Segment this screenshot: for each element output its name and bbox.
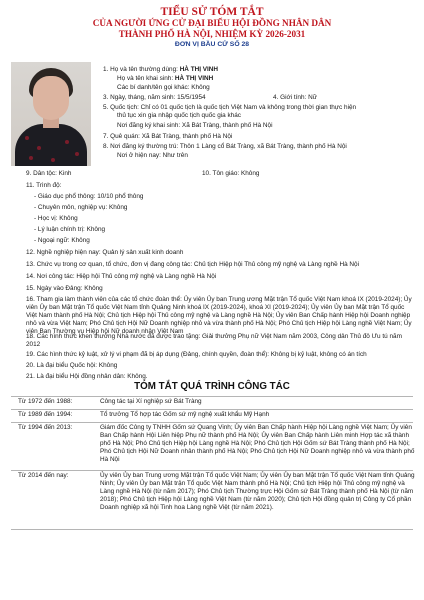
occupation-field: 12. Nghề nghiệp hiện nay: Quản lý sản xuất kinh doanh xyxy=(26,249,184,256)
awards-field: 18. Các hình thức khen thưởng Nhà nước đã được trao tặng: Giải thưởng Phụ nữ Việt Nam năm 2003, Công dân Thủ đô Ưu tú năm 2012 xyxy=(26,333,402,348)
birth-date-field: 3. Ngày, tháng, năm sinh: 15/5/1954 xyxy=(103,94,206,101)
ethnicity-field: 9. Dân tộc: Kinh xyxy=(26,170,72,177)
document-title: TIỂU SỬ TÓM TẮT xyxy=(160,6,264,18)
birth-registration-field: Nơi đăng ký khai sinh: Xã Bát Tràng, thành phố Hà Nội xyxy=(117,122,273,129)
education-profession: - Chuyên môn, nghiệp vụ: Không xyxy=(34,204,128,211)
position-field: 13. Chức vụ trong cơ quan, tổ chức, đơn vị đang công tác: Chủ tịch Hiệp hội Thủ công mỹ nghệ và Làng nghề Hà Nội xyxy=(26,261,359,268)
education-heading: 11. Trình độ: xyxy=(26,182,62,189)
timeline-divider xyxy=(11,529,413,530)
party-date-field: 15. Ngày vào Đảng: Không xyxy=(26,285,103,292)
timeline-divider xyxy=(11,422,413,423)
document-subtitle-line1: CỦA NGƯỜI ỨNG CỬ ĐẠI BIỂU HỘI ĐỒNG NHÂN DÂN xyxy=(92,18,332,28)
birth-name-label: Họ và tên khai sinh: xyxy=(117,75,175,82)
education-political: - Lý luận chính trị: Không xyxy=(34,226,106,233)
birth-name-value: HÀ THỊ VINH xyxy=(174,75,214,82)
current-address-field: Nơi ở hiện nay: Như trên xyxy=(117,152,188,159)
timeline-text: Tổ trưởng Tổ hợp tác Gốm sứ mỹ nghệ xuất khẩu Mỹ Hạnh xyxy=(100,411,270,418)
common-name-value: HÀ THỊ VINH xyxy=(179,66,219,73)
timeline-divider xyxy=(11,409,413,410)
gender-field: 4. Giới tính: Nữ xyxy=(273,94,317,101)
timeline-text: Ủy viên Ủy ban Trung ương Mặt trận Tổ quốc Việt Nam; Ủy viên Ủy ban Mặt trận Tổ quốc Việt Nam tỉnh Quảng Ninh; Ủy viên Ủy ban Mặt trận Tổ quốc Việt Nam thành phố Hà Nội; Chủ tịch Hiệp hội Thủ công mỹ nghệ và Làng nghề Hà Nội (từ năm 2017); Phó Chủ tịch Thường trực Hội Gốm sứ Bát Tràng thành phố Hà Nội (từ năm 2018); Phó Chủ tịch Hiệp hội Làng nghề Việt Nam (từ năm 2020); Chủ tịch Hội đồng quản trị Công ty Cổ phần Doanh nghiệp xã hội Tinh hoa Làng nghề Việt (từ năm 2021). xyxy=(100,472,415,511)
portrait-photo xyxy=(11,62,91,166)
education-language: - Ngoại ngữ: Không xyxy=(34,237,90,244)
timeline-date: Từ 1972 đến 1988: xyxy=(18,398,73,405)
common-name-label: 1. Họ và tên thường dùng: xyxy=(103,66,180,73)
aliases-field: Các bí danh/tên gọi khác: Không xyxy=(117,84,210,91)
residence-field: 8. Nơi đăng ký thường trú: Thôn 1 Làng cổ Bát Tràng, xã Bát Tràng, thành phố Hà Nội xyxy=(103,143,347,150)
timeline-date: Từ 1994 đến 2013: xyxy=(18,424,73,431)
education-general: - Giáo dục phổ thông: 10/10 phổ thông xyxy=(34,193,144,200)
national-assembly-field: 20. Là đại biểu Quốc hội: Không xyxy=(26,362,118,369)
timeline-text: Công tác tại Xí nghiệp sứ Bát Tràng xyxy=(100,398,202,405)
timeline-text: Giám đốc Công ty TNHH Gốm sứ Quang Vinh; Ủy viên Ban Chấp hành Hiệp hội Làng nghề Việt Nam; Ủy viên Ban Chấp hành Hội Liên hiệp Phụ nữ thành phố Hà Nội; Ủy viên Ban Chấp hành Liên minh Hợp tác xã thành phố Hà Nội; Phó Chủ tịch Hiệp hội Làng nghề Hà Nội; Phó Chủ tịch Hội Gốm sứ Bát Tràng thành phố Hà Nội; Phó Chủ tịch Hội Nữ Doanh nhân thành phố Hà Nội; Phó Chủ tịch Hội Nữ Doanh nghiệp nhỏ và vừa thành phố Hà Nội xyxy=(100,424,415,463)
education-degree: - Học vị: Không xyxy=(34,215,78,222)
workplace-field: 14. Nơi công tác: Hiệp hội Thủ công mỹ nghệ và Làng nghề Hà Nội xyxy=(26,273,217,280)
peoples-council-field: 21. Là đại biểu Hội đồng nhân dân: Không. xyxy=(26,373,148,380)
birth-name-field xyxy=(117,75,213,83)
religion-field: 10. Tôn giáo: Không xyxy=(202,170,260,177)
discipline-field: 19. Các hình thức kỷ luật, xử lý vi phạm đã bị áp dụng (Đảng, chính quyền, đoàn thể): Không bị kỷ luật, không có án tích xyxy=(26,351,367,358)
timeline-date: Từ 1989 đến 1994: xyxy=(18,411,73,418)
nationality-field: 5. Quốc tịch: Chỉ có 01 quốc tịch là quốc tịch Việt Nam và không trong thời gian thực hiện xyxy=(103,104,357,111)
career-summary-title: TÓM TẮT QUÁ TRÌNH CÔNG TÁC xyxy=(134,381,290,392)
timeline-date: Từ 2014 đến nay: xyxy=(18,472,69,479)
timeline-divider xyxy=(11,396,413,397)
timeline-divider xyxy=(11,470,413,471)
document-header xyxy=(0,6,424,49)
common-name-field xyxy=(103,66,218,74)
nationality-field-cont: thủ tục xin gia nhập quốc tịch quốc gia khác xyxy=(117,112,241,119)
document-subtitle-line2: THÀNH PHỐ HÀ NỘI, NHIỆM KỲ 2026-2031 xyxy=(118,28,306,39)
constituency-label: ĐƠN VỊ BẦU CỬ SỐ 28 xyxy=(174,41,250,48)
hometown-field: 7. Quê quán: Xã Bát Tràng, thành phố Hà Nội xyxy=(103,133,233,140)
organizations-field: 16. Tham gia làm thành viên của các tổ chức đoàn thể: Ủy viên Ủy ban Trung ương Mặt trận Tổ quốc Việt Nam khoá IX (2019-2024); Ủy viên Ủy ban Mặt trận Tổ quốc Việt Nam tỉnh Quảng Ninh khoá IX (2019-2024), khoá XI (2019-2024); Ủy viên Ủy ban Mặt trận Tổ quốc Việt Nam thành phố Hà Nội; Chủ tịch Hiệp hội Thủ công mỹ nghệ và Làng nghề Hà Nội; Ủy viên Ban Chấp hành Hiệp hội Doanh nghiệp nhỏ và vừa Việt Nam; Phó Chủ tịch Hội Nữ Doanh nghiệp nhỏ và vừa thành phố Hà Nội; Phó Chủ tịch Hiệp hội Làng nghề Việt Nam; Ủy viên Ban Thường vụ Hiệp hội Nữ doanh nhân Việt Nam xyxy=(26,296,412,335)
